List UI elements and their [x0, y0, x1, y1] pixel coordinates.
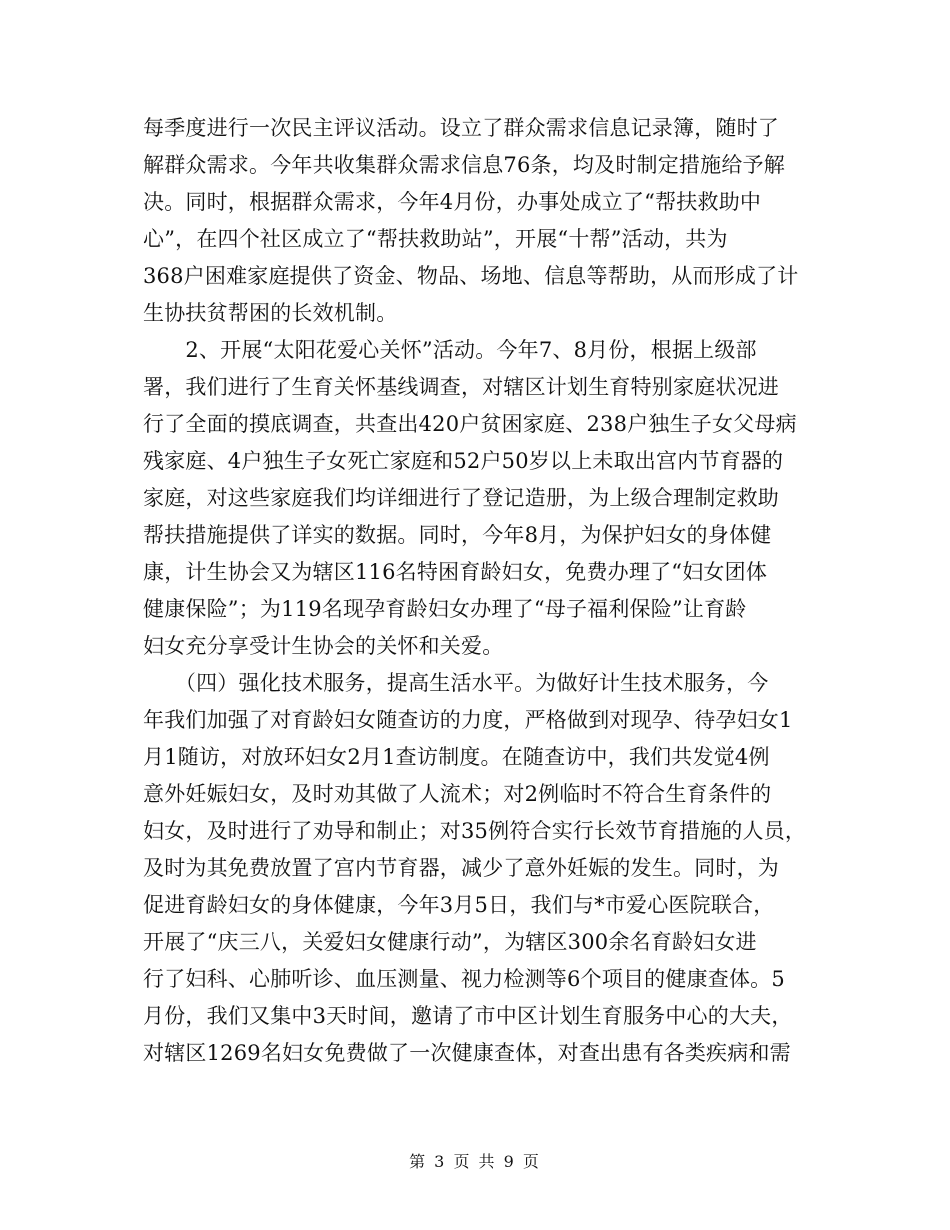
page-number-footer: 第 3 页 共 9 页: [409, 1152, 541, 1171]
body-text-line: 署，我们进行了生育关怀基线调查，对辖区计划生育特别家庭状况进: [143, 375, 779, 399]
body-text-line: 妇女充分享受计生协会的关怀和关爱。: [143, 634, 504, 658]
body-text-line: 年我们加强了对育龄妇女随查访的力度，严格做到对现孕、待孕妇女1: [143, 708, 793, 732]
body-text-line: 促进育龄妇女的身体健康，今年3月5日，我们与*市爱心医院联合，: [143, 893, 775, 917]
body-text-line: 生协扶贫帮困的长效机制。: [143, 301, 398, 325]
body-text-line: 心”，在四个社区成立了“帮扶救助站”，开展“十帮”活动，共为: [143, 227, 728, 251]
body-text-line: 家庭，对这些家庭我们均详细进行了登记造册，为上级合理制定救助: [143, 486, 779, 510]
body-text-line: 2、开展“太阳花爱心关怀”活动。今年7、8月份，根据上级部: [143, 338, 757, 362]
body-text-line: 对辖区1269名妇女免费做了一次健康查体，对查出患有各类疾病和需: [143, 1041, 791, 1065]
body-text-line: 及时为其免费放置了宫内节育器，减少了意外妊娠的发生。同时，为: [143, 856, 779, 880]
body-text-line: 每季度进行一次民主评议活动。设立了群众需求信息记录簿，随时了: [143, 116, 779, 140]
body-text-line: 决。同时，根据群众需求，今年4月份，办事处成立了“帮扶救助中: [143, 190, 762, 214]
body-text-line: 意外妊娠妇女，及时劝其做了人流术；对2例临时不符合生育条件的: [143, 782, 772, 806]
body-text-line: 行了妇科、心肺听诊、血压测量、视力检测等6个项目的健康查体。5: [143, 967, 785, 991]
body-text-line: （四）强化技术服务，提高生活水平。为做好计生技术服务，今: [143, 671, 769, 695]
body-text-line: 健康保险”；为119名现孕育龄妇女办理了“母子福利保险”让育龄: [143, 597, 747, 621]
body-text-line: 月1随访，对放环妇女2月1查访制度。在随查访中，我们共发觉4例: [143, 745, 770, 769]
body-text-line: 妇女，及时进行了劝导和制止；对35例符合实行长效节育措施的人员，: [143, 819, 807, 843]
body-text-line: 解群众需求。今年共收集群众需求信息76条，均及时制定措施给予解: [143, 153, 785, 177]
body-text-line: 368户困难家庭提供了资金、物品、场地、信息等帮助，从而形成了计: [143, 264, 799, 288]
body-text-line: 开展了“庆三八，关爱妇女健康行动”，为辖区300余名育龄妇女进: [143, 930, 757, 954]
body-text-line: 帮扶措施提供了详实的数据。同时，今年8月，为保护妇女的身体健: [143, 523, 772, 547]
body-text-line: 残家庭、4户独生子女死亡家庭和52户50岁以上未取出宫内节育器的: [143, 449, 784, 473]
body-text-line: 康，计生协会又为辖区116名特困育龄妇女，免费办理了“妇女团体: [143, 560, 768, 584]
body-text-line: 行了全面的摸底调查，共查出420户贫困家庭、238户独生子女父母病: [143, 412, 797, 436]
body-text-line: 月份，我们又集中3天时间，邀请了市中区计划生育服务中心的大夫，: [143, 1004, 793, 1028]
